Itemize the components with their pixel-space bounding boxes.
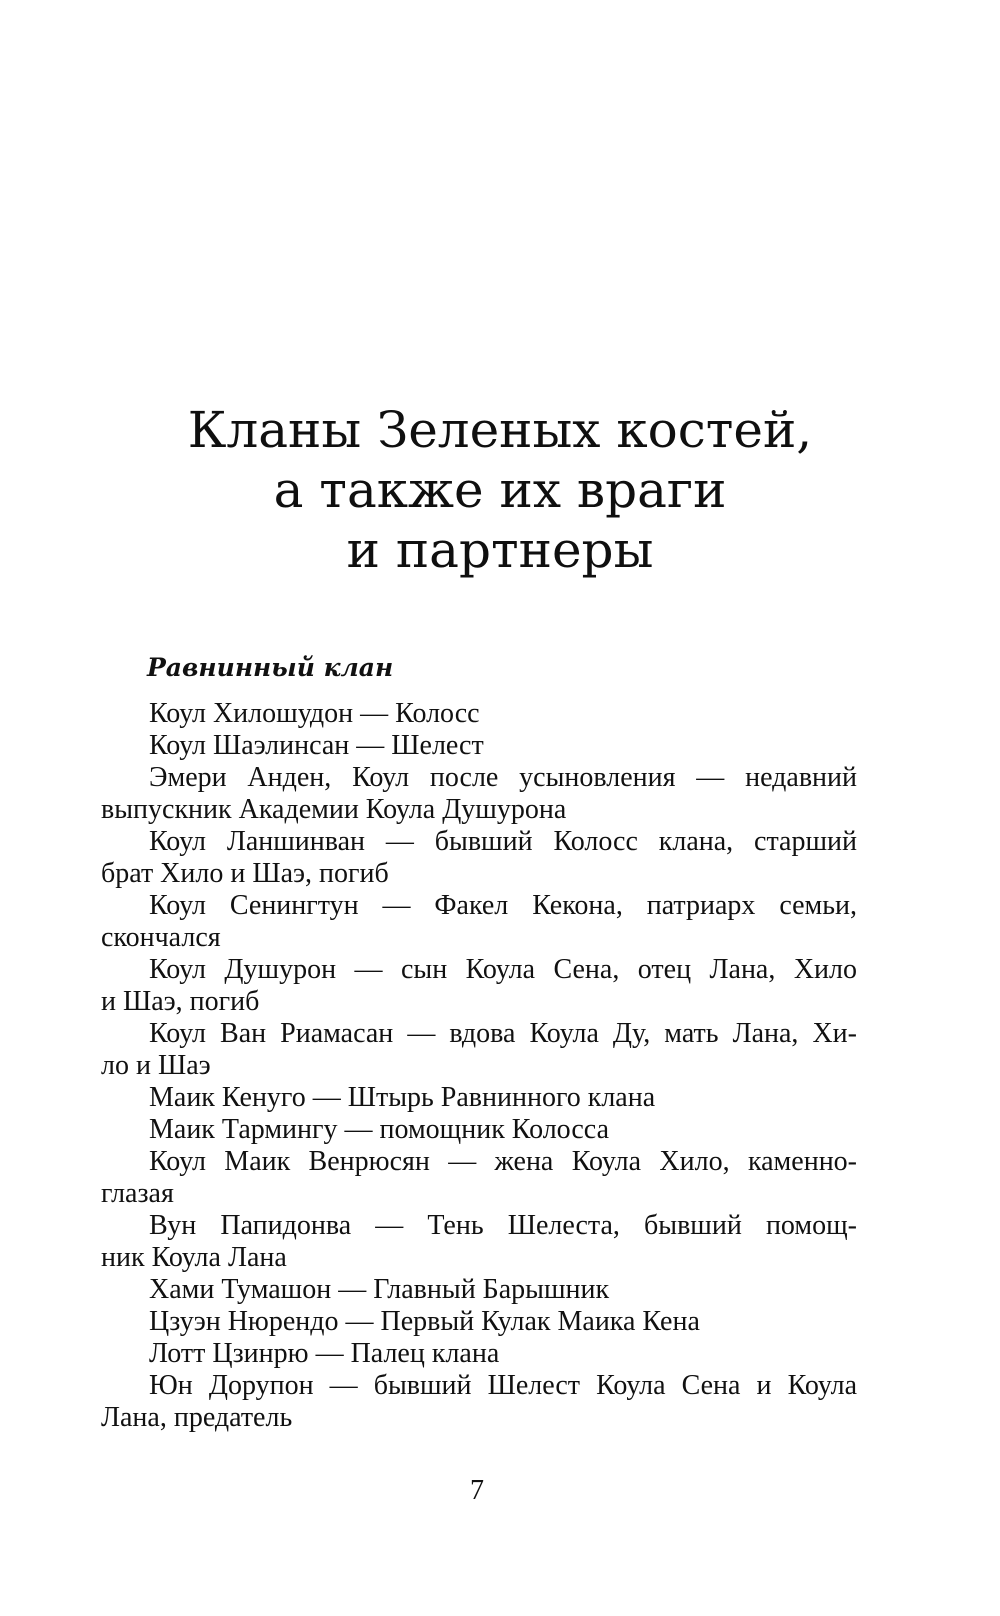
list-item (101, 1082, 857, 1114)
list-item-text-continued: глазая (101, 1178, 174, 1209)
section-heading: Равнинный клан (147, 653, 394, 682)
chapter-title (0, 400, 1000, 580)
list-item-text-continued: ник Коула Лана (101, 1242, 287, 1273)
list-item-text: Коул Маик Венрюсян — жена Коула Хило, каменно- (149, 1146, 857, 1177)
page-number: 7 (470, 1475, 484, 1506)
chapter-title-line: а также их враги (273, 461, 727, 519)
list-item (101, 826, 857, 890)
list-item-text-continued: выпускник Академии Коула Душурона (101, 794, 567, 825)
list-item (101, 762, 857, 826)
chapter-title-line: и партнеры (346, 521, 654, 579)
list-item-text: Эмери Анден, Коул после усыновления — недавний (149, 762, 857, 793)
list-item (101, 1146, 857, 1210)
list-item-text: Коул Ван Риамасан — вдова Коула Ду, мать Лана, Хи- (149, 1018, 857, 1049)
list-item-text: Коул Душурон — сын Коула Сена, отец Лана, Хило (149, 954, 857, 985)
list-item-text: Цзуэн Нюрендо — Первый Кулак Маика Кена (149, 1306, 700, 1337)
list-item (101, 1338, 857, 1370)
list-item (101, 698, 857, 730)
list-item-text: Коул Ланшинван — бывший Колосс клана, старший (149, 826, 857, 857)
list-item-text: Коул Сенингтун — Факел Кекона, патриарх семьи, (149, 890, 857, 921)
list-item-text-continued: брат Хило и Шаэ, погиб (101, 858, 389, 889)
list-item (101, 730, 857, 762)
list-item (101, 1114, 857, 1146)
list-item-text-continued: и Шаэ, погиб (101, 986, 260, 1017)
list-item-text: Коул Шаэлинсан — Шелест (149, 730, 484, 761)
list-item (101, 890, 857, 954)
list-item (101, 1210, 857, 1274)
list-item-text: Коул Хилошудон — Колосс (149, 698, 480, 729)
list-item-text: Юн Дорупон — бывший Шелест Коула Сена и Коула (149, 1370, 857, 1401)
list-item-text-continued: скончался (101, 922, 221, 953)
list-item-text: Хами Тумашон — Главный Барышник (149, 1274, 610, 1305)
character-list (101, 698, 857, 1434)
list-item (101, 1370, 857, 1434)
list-item-text: Маик Тармингу — помощник Колосса (149, 1114, 610, 1145)
list-item (101, 1018, 857, 1082)
list-item-text: Маик Кенуго — Штырь Равнинного клана (149, 1082, 656, 1113)
list-item-text-continued: ло и Шаэ (101, 1050, 211, 1081)
chapter-title-line: Кланы Зеленых костей, (187, 401, 813, 459)
list-item-text-continued: Лана, предатель (101, 1402, 293, 1433)
list-item-text: Лотт Цзинрю — Палец клана (149, 1338, 500, 1369)
list-item-text: Вун Папидонва — Тень Шелеста, бывший помощ- (149, 1210, 857, 1241)
list-item (101, 1274, 857, 1306)
list-item (101, 1306, 857, 1338)
list-item (101, 954, 857, 1018)
